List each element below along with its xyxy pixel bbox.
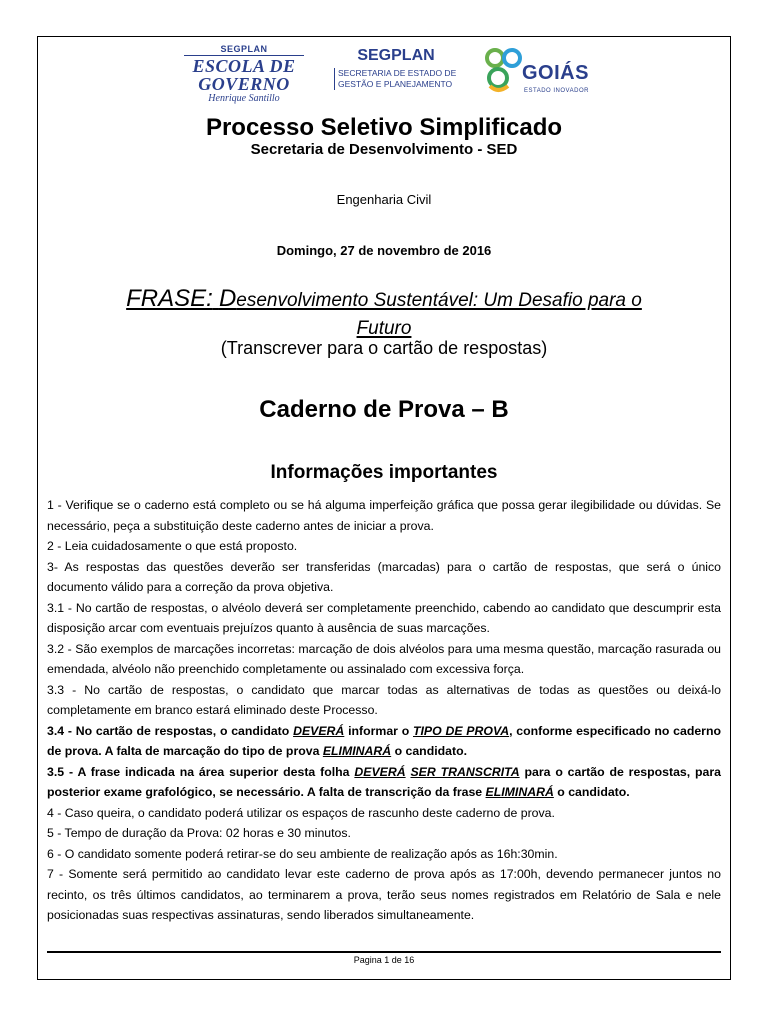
instruction-3-5-e: para o cartão de respostas, para posterior exame grafológico, se necessário. A falta de transcrição da frase bbox=[47, 764, 721, 799]
instruction-3: 3- As respostas das questões deverão ser transferidas (marcadas) para o cartão de respostas, que será o único documento válido para a correção da prova objetiva. bbox=[47, 559, 721, 594]
instruction-3-4-c: informar o bbox=[344, 723, 413, 738]
instruction-4: 4 - Caso queira, o candidato poderá utilizar os espaços de rascunho deste caderno de prova. bbox=[47, 805, 555, 820]
escola-logo-line1: ESCOLA DE bbox=[192, 56, 296, 76]
instruction-3-5-g: o candidato. bbox=[553, 785, 630, 799]
instruction-3-5 bbox=[47, 762, 721, 803]
instruction-6: 6 - O candidato somente poderá retirar-se do seu ambiente de realização após as 16h:30min. bbox=[47, 846, 558, 861]
segplan-logo-line1: SECRETARIA DE ESTADO DE bbox=[338, 68, 457, 78]
frase-first-letter: D bbox=[218, 285, 237, 312]
instructions-list bbox=[47, 495, 721, 926]
instruction-3-5-f: ELIMINARÁ bbox=[485, 785, 554, 799]
instruction-3-5-b: DEVERÁ bbox=[354, 764, 406, 779]
escola-logo-line3: Henrique Santillo bbox=[208, 93, 280, 104]
instruction-3-2: 3.2 - São exemplos de marcações incorretas: marcação de dois alvéolos para uma mesma questão, marcação rasurada ou emendada, alvéolo não preenchido completamente ou assinalado com excessiva força. bbox=[47, 641, 721, 676]
page-number: Pagina 1 de 16 bbox=[353, 955, 415, 965]
discipline: Engenharia Civil bbox=[336, 192, 432, 207]
info-title: Informações importantes bbox=[270, 462, 498, 483]
segplan-logo-line2: GESTÃO E PLANEJAMENTO bbox=[338, 79, 453, 89]
instruction-5: 5 - Tempo de duração da Prova: 02 horas e 30 minutos. bbox=[47, 826, 351, 840]
frase-line1: esenvolvimento Sustentável: Um Desafio para o bbox=[236, 290, 642, 311]
instruction-3-4-f: ELIMINARÁ bbox=[322, 744, 392, 758]
instruction-1: 1 - Verifique se o caderno está completo ou se há alguma imperfeição gráfica que possa gerar ilegibilidade ou dúvidas. Se necessário, peça a substituição deste caderno antes de iniciar a prova. bbox=[47, 498, 721, 533]
instruction-3-4 bbox=[47, 721, 721, 762]
instruction-3-5-a: 3.5 - A frase indicada na área superior desta folha bbox=[47, 764, 355, 779]
frase-label: FRASE: bbox=[126, 285, 213, 312]
instruction-7: 7 - Somente será permitido ao candidato levar este caderno de prova após as 17:00h, devendo permanecer juntos no recinto, os três últimos candidatos, ao terminarem a prova, terão seus nomes registrados em Relatório de Sala e nele posicionadas suas respectivas assinaturas, sendo liberados simultaneamente. bbox=[47, 867, 721, 922]
logo-bar bbox=[0, 44, 768, 106]
frase-note: (Transcrever para o cartão de respostas) bbox=[220, 338, 548, 358]
instruction-3-4-b: DEVERÁ bbox=[293, 723, 345, 738]
instruction-2: 2 - Leia cuidadosamente o que está proposto. bbox=[47, 539, 298, 553]
segplan-logo-text bbox=[334, 68, 458, 90]
frase-line2: Futuro bbox=[356, 318, 412, 339]
instruction-3-4-a: 3.4 - No cartão de respostas, o candidato bbox=[47, 723, 294, 738]
goias-logo-name: GOIÁS bbox=[522, 62, 589, 84]
goias-emblem-icon bbox=[484, 46, 524, 96]
instruction-3-4-e: , conforme especificado no caderno de prova. A falta de marcação do tipo de prova bbox=[47, 723, 721, 758]
page-title: Processo Seletivo Simplificado bbox=[205, 114, 563, 141]
instruction-3-3: 3.3 - No cartão de respostas, o candidato que marcar todas as alternativas de todas as questões ou deixá-lo completamente em branco estará eliminado deste Processo. bbox=[47, 682, 721, 717]
segplan-logo-title: SEGPLAN bbox=[357, 47, 435, 64]
escola-logo-top: SEGPLAN bbox=[220, 44, 268, 54]
instruction-3-1: 3.1 - No cartão de respostas, o alvéolo deverá ser completamente preenchido, cabendo ao candidato que descumprir esta disposição arcar com eventuais prejuízos quanto à ausência de suas marcações. bbox=[47, 600, 721, 635]
exam-date: Domingo, 27 de novembro de 2016 bbox=[276, 243, 492, 258]
escola-de-governo-logo bbox=[180, 44, 308, 104]
segplan-logo bbox=[334, 47, 458, 103]
instruction-3-4-d: TIPO DE PROVA bbox=[413, 723, 510, 738]
footer-divider bbox=[47, 951, 721, 953]
page-subtitle: Secretaria de Desenvolvimento - SED bbox=[250, 141, 518, 158]
caderno-title: Caderno de Prova – B bbox=[259, 396, 509, 423]
escola-logo-line2: GOVERNO bbox=[198, 74, 290, 94]
goias-logo-sub: ESTADO INOVADOR bbox=[524, 88, 589, 94]
frase-block bbox=[37, 286, 731, 342]
instruction-3-5-d: SER TRANSCRITA bbox=[410, 764, 520, 779]
instruction-3-4-g: o candidato. bbox=[391, 744, 467, 758]
goias-logo bbox=[484, 46, 599, 104]
